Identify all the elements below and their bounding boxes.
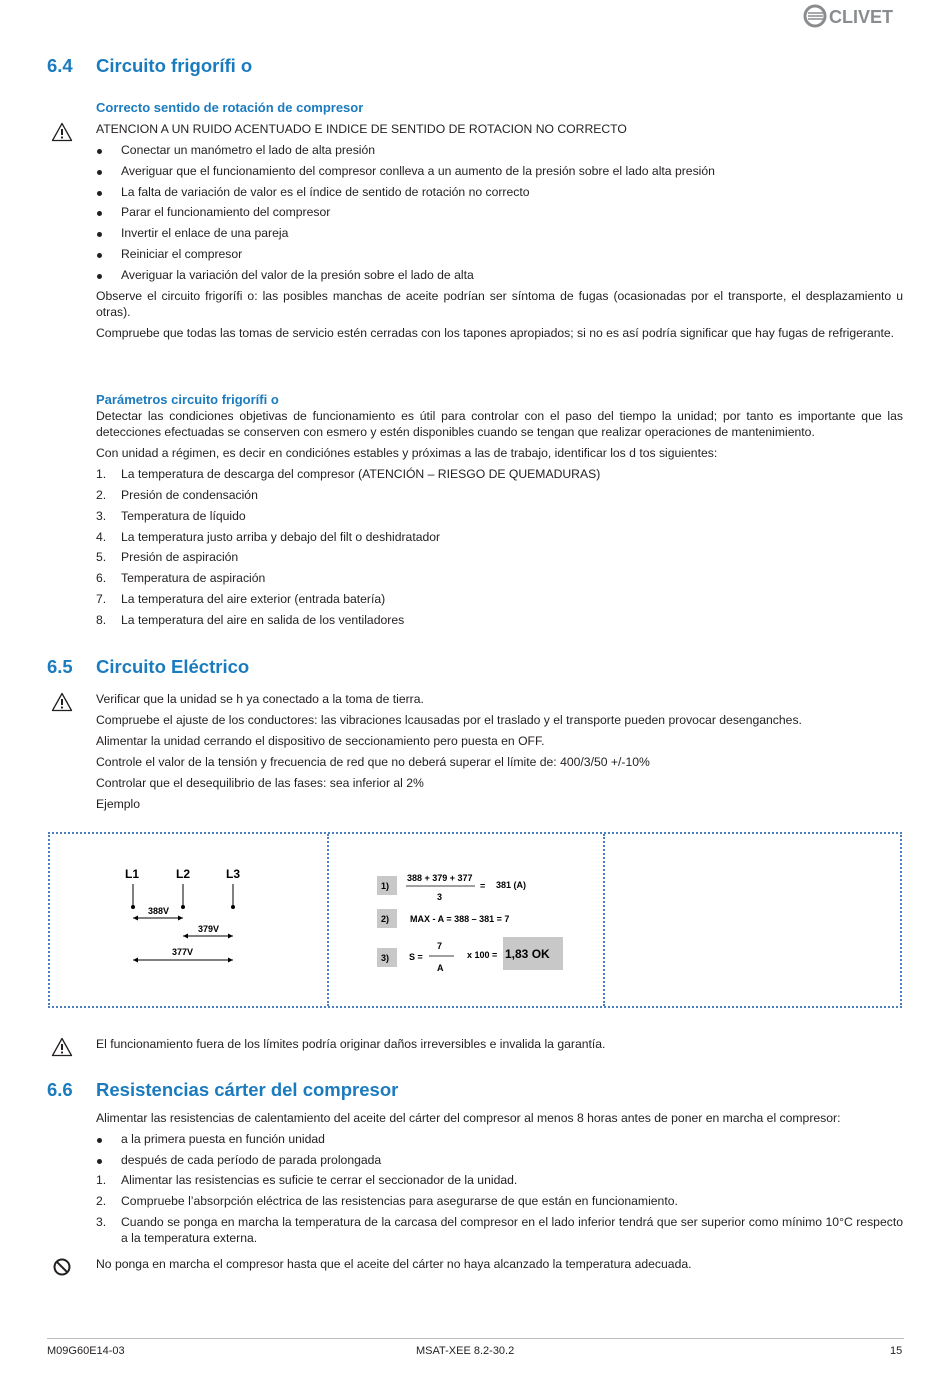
step-label: 2): [381, 914, 390, 924]
paragraph: Detectar las condiciones objetivas de funcionamiento es útil para controlar con el paso del tiempo la unidad; por tanto es importante que las detecciones efectuadas se conserven con esmero y estén disponibles cuando se tengan que realizar operaciones de mantenimiento.: [96, 409, 903, 439]
page-number: 15: [890, 1345, 903, 1357]
list-item: a la primera puesta en función unidad: [121, 1132, 325, 1146]
unbalance-formula: [374, 868, 574, 980]
list-item: La temperatura del aire en salida de los ventiladores: [121, 613, 405, 627]
list-item: Invertir el enlace de una pareja: [121, 226, 289, 240]
list-number: 2.: [96, 1194, 107, 1208]
paragraph: Compruebe que todas las tomas de servicio estén cerradas con los tapones apropiados; si no es así podría significar que hay fugas de refrigerante.: [96, 326, 895, 340]
bullet: [97, 232, 102, 237]
prohibition-icon: [52, 1257, 72, 1277]
subheading-rotation: Correcto sentido de rotación de compresor: [96, 100, 364, 115]
instruction-line: Controle el valor de la tensión y frecuencia de red que no deberá superar el límite de: 400/3/50 +/-10%: [96, 755, 650, 769]
formula-numerator: 388 + 379 + 377: [407, 873, 473, 883]
document-code: M09G60E14-03: [47, 1345, 125, 1357]
subheading-parameters: Parámetros circuito frigorífi o: [96, 392, 279, 407]
list-item: Parar el funcionamiento del compresor: [121, 205, 331, 219]
section-title: Circuito Eléctrico: [96, 656, 250, 677]
bullet: [97, 149, 102, 154]
warning-icon: [51, 692, 73, 712]
phase-label: L2: [176, 867, 191, 881]
formula-max: MAX - A = 388 – 381 = 7: [410, 914, 510, 924]
divider: [603, 834, 605, 1006]
bullet: [97, 1138, 102, 1143]
list-item: Reiniciar el compresor: [121, 247, 243, 261]
instruction-line: Compruebe el ajuste de los conductores: las vibraciones lcausadas por el traslado y el transporte pueden provocar desenganches.: [96, 713, 802, 727]
list-number: 3.: [96, 509, 107, 523]
voltage-label: 379V: [198, 924, 220, 934]
voltage-label: 377V: [172, 947, 194, 957]
formula-s: S =: [409, 952, 423, 962]
list-item: Temperatura de líquido: [121, 509, 246, 523]
section-title: Resistencias cárter del compresor: [96, 1079, 399, 1100]
phase-label: L1: [125, 867, 140, 881]
step-label: 3): [381, 953, 390, 963]
list-item: La temperatura justo arriba y debajo del filt o deshidratador: [121, 530, 441, 544]
list-number: 7.: [96, 592, 107, 606]
warning-icon: [51, 1037, 73, 1057]
list-number: 8.: [96, 613, 107, 627]
list-item: La temperatura del aire exterior (entrada batería): [121, 592, 386, 606]
section-number: 6.6: [47, 1079, 73, 1100]
list-number: 1.: [96, 467, 107, 481]
list-item: Presión de aspiración: [121, 550, 239, 564]
list-number: 2.: [96, 488, 107, 502]
list-item: Compruebe l’absorpción eléctrica de las resistencias para asegurarse de que están en funcionamiento.: [121, 1194, 678, 1208]
warning-icon: [51, 122, 73, 142]
model-range: MSAT-XEE 8.2-30.2: [416, 1345, 515, 1357]
section-title: Circuito frigorífi o: [96, 55, 253, 76]
list-number: 1.: [96, 1173, 107, 1187]
bullet: [97, 211, 102, 216]
list-item: Alimentar las resistencias es suficie te cerrar el seccionador de la unidad.: [121, 1173, 518, 1187]
instruction-line: Alimentar la unidad cerrando el dispositivo de seccionamiento pero puesta en OFF.: [96, 734, 545, 748]
divider: [327, 834, 329, 1006]
list-item: Conectar un manómetro el lado de alta presión: [121, 143, 376, 157]
paragraph: Con unidad a régimen, es decir en condiciónes estables y próximas a las de trabajo, identificar los d tos siguientes:: [96, 446, 718, 460]
list-item: Cuando se ponga en marcha la temperatura de la carcasa del compresor en el lado inferior tendrá que ser superior como mínimo 10°C respecto a la temperatura externa.: [121, 1215, 903, 1245]
list-item: después de cada período de parada prolongada: [121, 1153, 382, 1167]
section-number: 6.5: [47, 656, 73, 677]
formula-denominator: A: [437, 963, 444, 973]
formula-multiply: x 100 =: [467, 950, 498, 960]
warning-text: ATENCION A UN RUIDO ACENTUADO E INDICE DE SENTIDO DE ROTACION NO CORRECTO: [96, 122, 627, 136]
brand-name: CLIVET: [829, 7, 894, 27]
list-item: Averiguar la variación del valor de la presión sobre el lado de alta: [121, 268, 474, 282]
instruction-line: Controlar que el desequilibrio de las fases: sea inferior al 2%: [96, 776, 424, 790]
list-number: 6.: [96, 571, 107, 585]
instruction-line: Verificar que la unidad se h ya conectado a la toma de tierra.: [96, 692, 424, 706]
bullet: [97, 1159, 102, 1164]
phase-label: L3: [226, 867, 241, 881]
list-number: 4.: [96, 530, 107, 544]
clivet-logo: [803, 4, 907, 28]
prohibition-text: No ponga en marcha el compresor hasta que el aceite del cárter no haya alcanzado la temperatura adecuada.: [96, 1257, 692, 1271]
list-item: Presión de condensación: [121, 488, 258, 502]
instruction-line: Ejemplo: [96, 797, 141, 811]
bullet: [97, 253, 102, 258]
list-number: 3.: [96, 1215, 107, 1229]
formula-numerator: 7: [437, 941, 443, 951]
list-number: 5.: [96, 550, 107, 564]
list-item: Averiguar que el funcionamiento del compresor conlleva a un aumento de la presión sobre el lado alta presión: [121, 164, 715, 178]
phase-voltage-diagram: [110, 860, 270, 970]
step-label: 1): [381, 881, 390, 891]
bullet: [97, 274, 102, 279]
warning-text: El funcionamiento fuera de los límites podría originar daños irreversibles e invalida la garantía.: [96, 1037, 606, 1051]
list-item: La falta de variación de valor es el índice de sentido de rotación no correcto: [121, 185, 530, 199]
formula-equals: =: [480, 881, 486, 891]
section-number: 6.4: [47, 55, 73, 76]
formula-final-result: 1,83 OK: [505, 947, 550, 961]
voltage-label: 388V: [148, 906, 170, 916]
formula-result: 381 (A): [496, 880, 527, 890]
formula-denominator: 3: [437, 892, 443, 902]
bullet: [97, 191, 102, 196]
paragraph: Observe el circuito frigorífi o: las posibles manchas de aceite podrían ser síntoma de fugas (ocasionadas por el transporte, el desplazamiento u otras).: [96, 289, 903, 319]
footer-rule: [47, 1338, 904, 1339]
list-item: Temperatura de aspiración: [121, 571, 266, 585]
bullet: [97, 170, 102, 175]
list-item: La temperatura de descarga del compresor (ATENCIÓN – RIESGO DE QUEMADURAS): [121, 467, 601, 481]
paragraph: Alimentar las resistencias de calentamiento del aceite del cárter del compresor al menos 8 horas antes de poner en marcha el compresor:: [96, 1111, 841, 1125]
